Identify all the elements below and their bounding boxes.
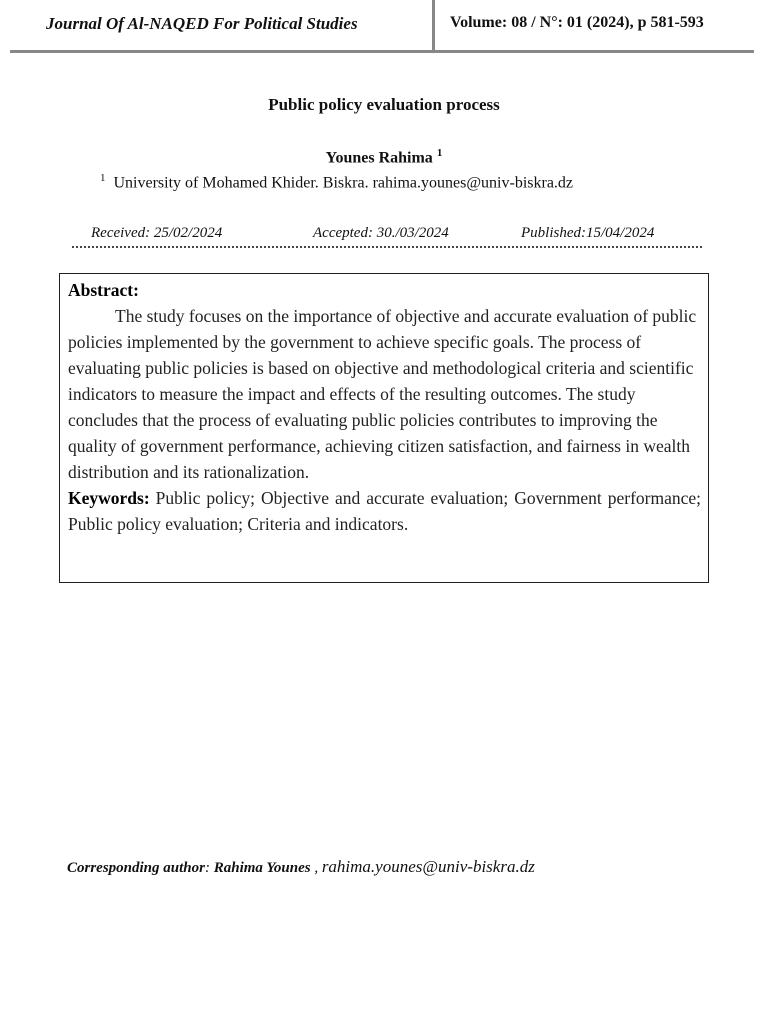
keywords-text: Public policy; Objective and accurate evaluation; Government performance; Public policy evaluation; Criteria and indicators. — [68, 488, 701, 534]
published-date: Published:15/04/2024 — [521, 225, 655, 241]
journal-name: Journal Of Al-NAQED For Political Studies — [46, 14, 358, 33]
dotted-separator — [72, 246, 702, 248]
volume-info: Volume: 08 / N°: 01 (2024), p 581-593 — [450, 14, 704, 31]
abstract-content — [68, 277, 701, 537]
accepted-date: Accepted: 30./03/2024 — [313, 225, 449, 241]
corresponding-comma: , — [310, 860, 322, 876]
article-title: Public policy evaluation process — [268, 95, 500, 114]
corresponding-email: rahima.younes@univ-biskra.dz — [321, 857, 535, 876]
author-line — [0, 147, 768, 167]
affiliation-superscript: 1 — [100, 172, 106, 184]
abstract-heading: Abstract: — [68, 280, 139, 300]
corresponding-separator: : — [204, 860, 214, 876]
header-divider — [432, 0, 435, 50]
journal-header — [10, 0, 754, 53]
corresponding-label: Corresponding author — [67, 860, 205, 876]
corresponding-author — [67, 857, 535, 877]
abstract-body: The study focuses on the importance of objective and accurate evaluation of public policies implemented by the government to achieve specific goals. The process of evaluating public policies is based on objective and methodological criteria and scientific indicators to measure the impact and effects of the resulting outcomes. The study concludes that the process of evaluating public policies contributes to improving the quality of government performance, achieving citizen satisfaction, and fairness in wealth distribution and its rationalization. — [68, 306, 697, 482]
keywords-line — [68, 485, 701, 537]
affiliation-text: University of Mohamed Khider. Biskra. rahima.younes@univ-biskra.dz — [113, 174, 574, 192]
affiliation-line — [100, 172, 573, 192]
author-name: Younes Rahima — [325, 149, 433, 167]
author-superscript: 1 — [436, 147, 443, 159]
corresponding-name: Rahima Younes — [213, 860, 311, 876]
received-date: Received: 25/02/2024 — [91, 225, 223, 241]
keywords-label: Keywords: — [68, 488, 150, 508]
abstract-box — [59, 273, 709, 583]
